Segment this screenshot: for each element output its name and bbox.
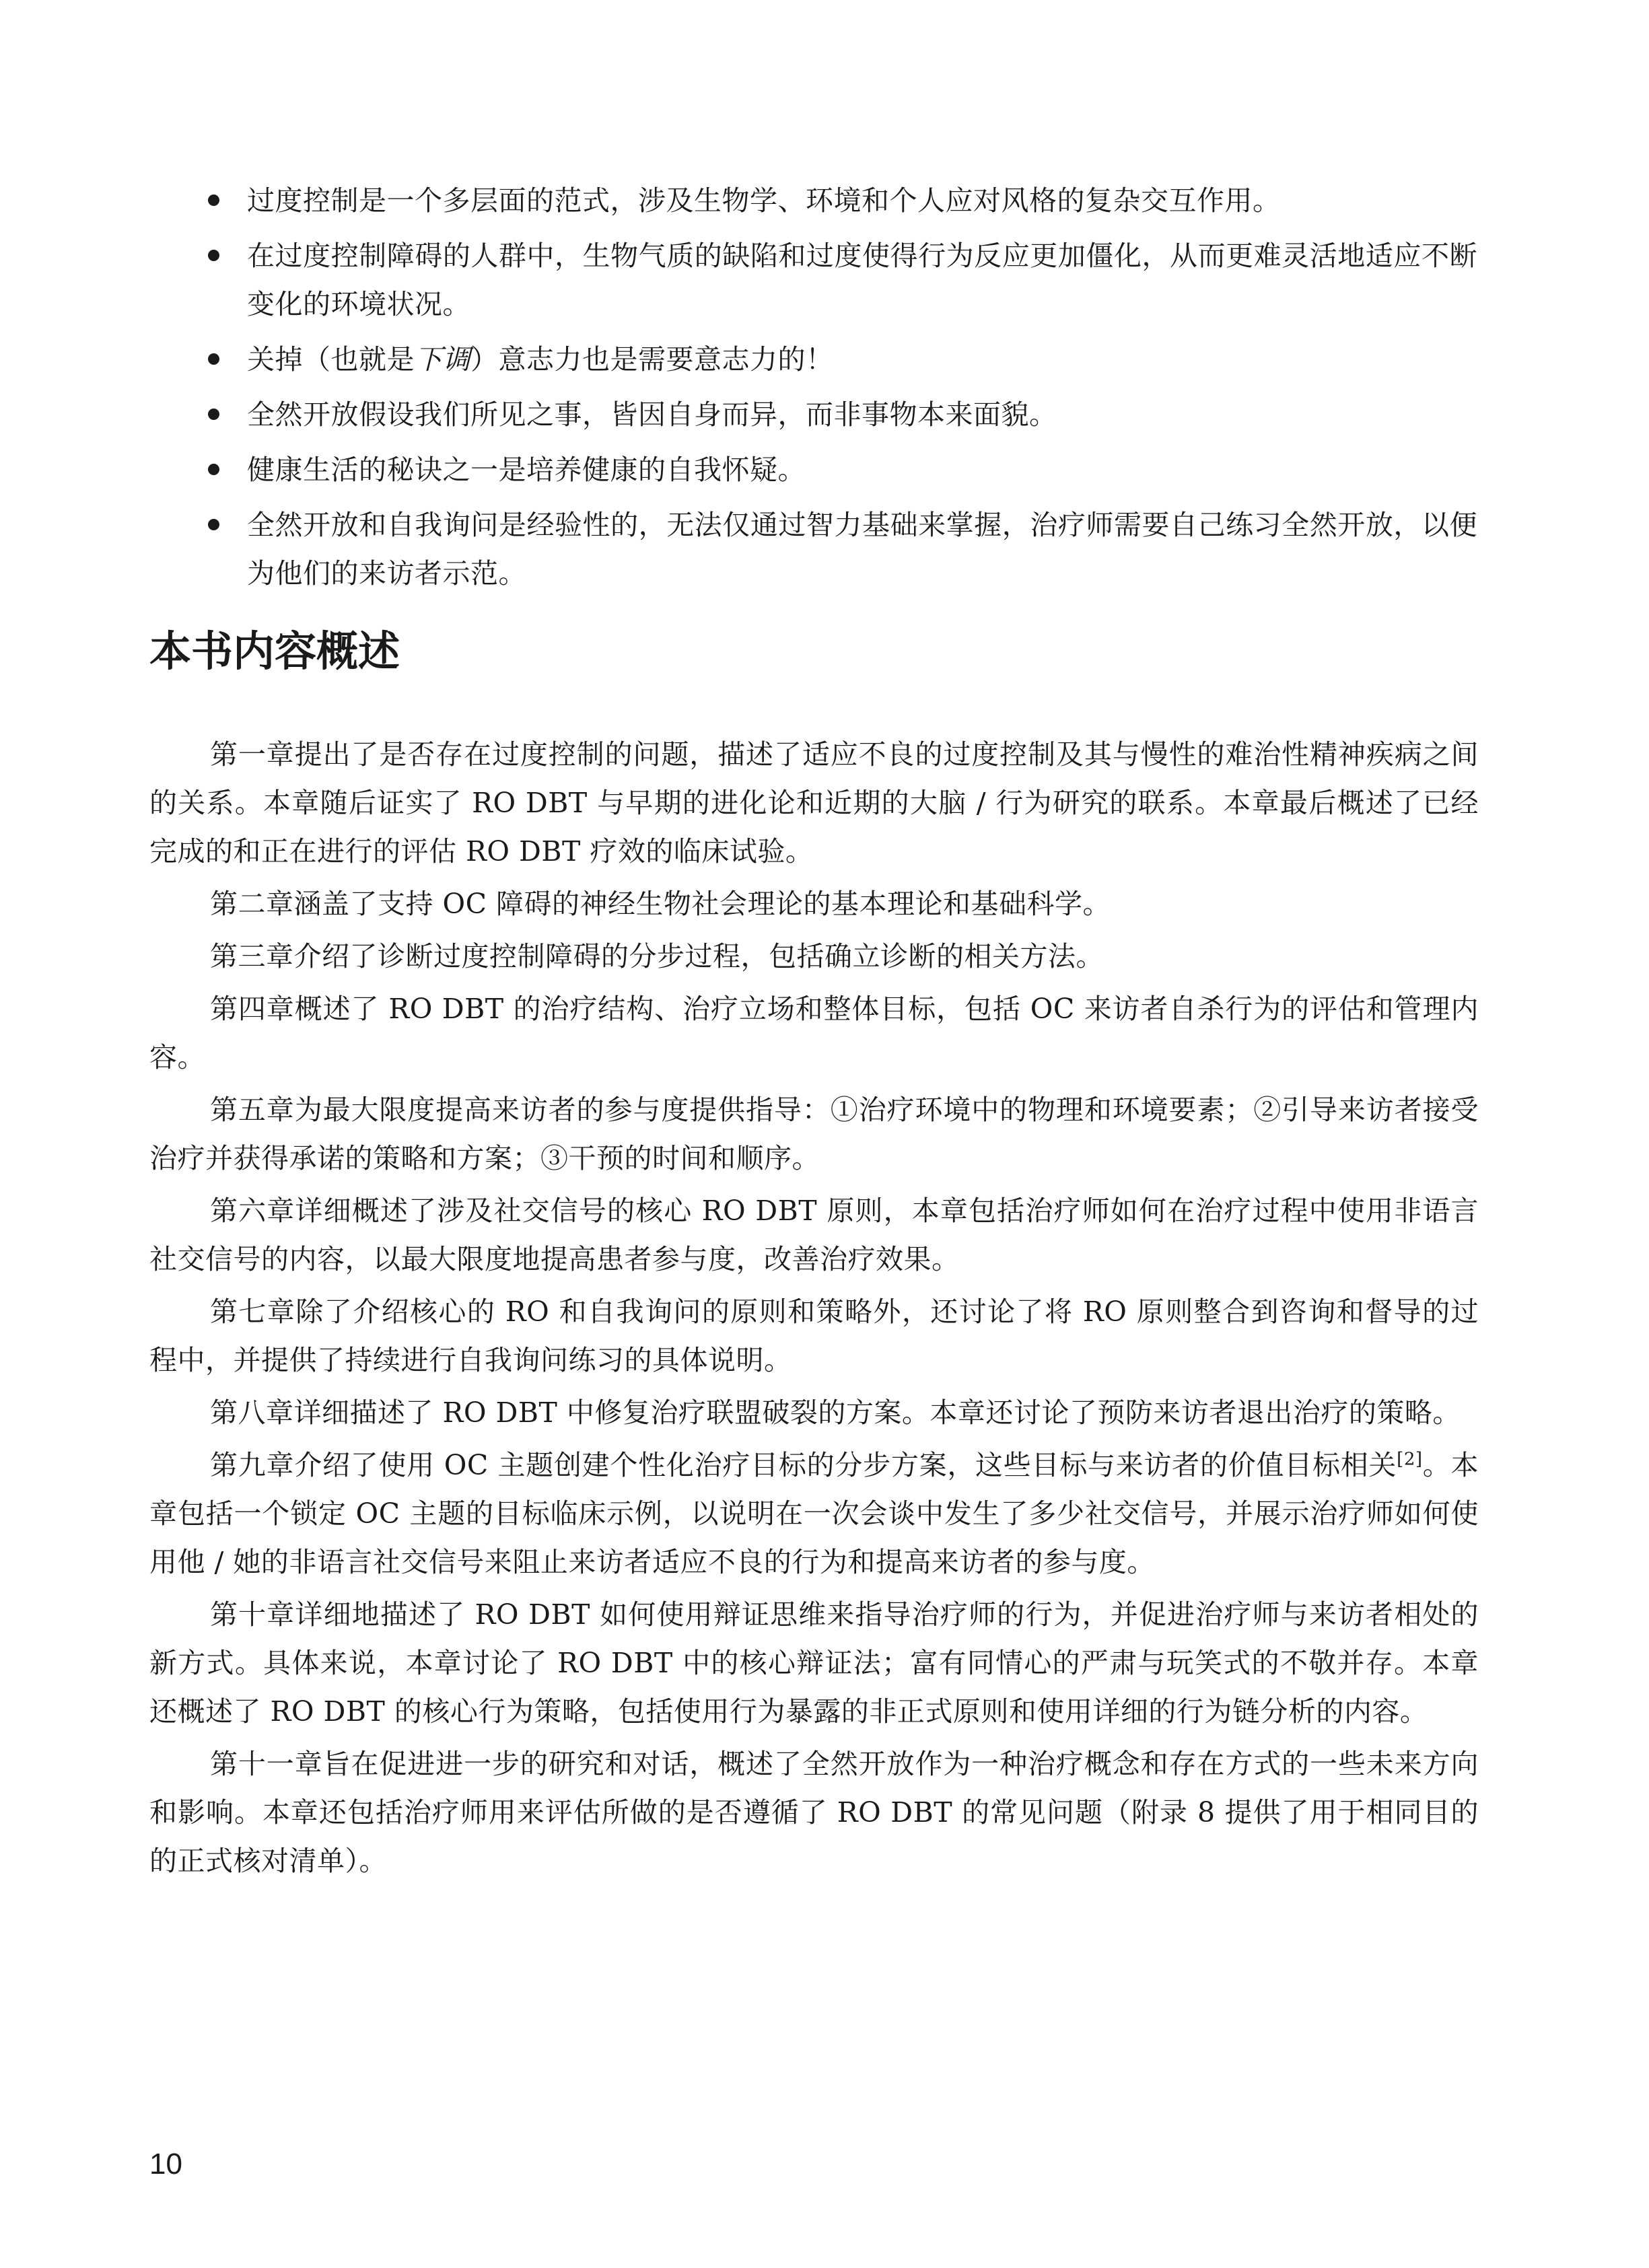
bullet-text: 过度控制是一个多层面的范式，涉及生物学、环境和个人应对风格的复杂交互作用。 [247, 184, 1281, 217]
paragraph-text-before-note: 第九章介绍了使用 OC 主题创建个性化治疗目标的分步方案，这些目标与来访者的价值目标相关 [210, 1449, 1397, 1481]
bullet-item [205, 501, 1477, 598]
bullet-item [205, 446, 1477, 494]
bullet-item [205, 176, 1477, 225]
bullet-text-suffix: ）意志力也是需要意志力的！ [470, 343, 834, 376]
page-number: 10 [149, 2148, 182, 2181]
paragraph [149, 1441, 1479, 1586]
paragraph-text-after-note: 。本章包括一个锁定 OC 主题的目标临床示例，以说明在一次会谈中发生了多少社交信号，并展示治疗师如何使用他 / 她的非语言社交信号来阻止来访者适应不良的行为和提高来访者的参与度。 [149, 1449, 1479, 1578]
paragraph: 第五章为最大限度提高来访者的参与度提供指导：①治疗环境中的物理和环境要素；②引导来访者接受治疗并获得承诺的策略和方案；③干预的时间和顺序。 [149, 1094, 1479, 1174]
paragraph: 第七章除了介绍核心的 RO 和自我询问的原则和策略外，还讨论了将 RO 原则整合到咨询和督导的过程中，并提供了持续进行自我询问练习的具体说明。 [149, 1296, 1479, 1376]
paragraph: 第二章涵盖了支持 OC 障碍的神经生物社会理论的基本理论和基础科学。 [210, 888, 1111, 920]
bullet-dot-icon [208, 250, 219, 261]
bullet-item [205, 232, 1477, 328]
section-heading: 本书内容概述 [149, 627, 400, 676]
bullet-text-prefix: 关掉（也就是 [247, 343, 415, 376]
bullet-dot-icon [208, 464, 219, 475]
paragraph: 第十章详细地描述了 RO DBT 如何使用辩证思维来指导治疗师的行为，并促进治疗师与来访者相处的新方式。具体来说，本章讨论了 RO DBT 中的核心辩证法；富有同情心的严肃与玩笑式的不敬并存。本章还概述了 RO DBT 的核心行为策略，包括使用行为暴露的非正式原则和使用详细的行为链分析的内容。 [149, 1598, 1479, 1728]
paragraph: 第四章概述了 RO DBT 的治疗结构、治疗立场和整体目标，包括 OC 来访者自杀行为的评估和管理内容。 [149, 993, 1479, 1073]
bullet-dot-icon [208, 194, 219, 206]
bullet-text: 全然开放和自我询问是经验性的，无法仅通过智力基础来掌握，治疗师需要自己练习全然开放，以便为他们的来访者示范。 [247, 509, 1477, 590]
bullet-item [205, 390, 1477, 439]
paragraph: 第八章详细描述了 RO DBT 中修复治疗联盟破裂的方案。本章还讨论了预防来访者退出治疗的策略。 [210, 1396, 1461, 1429]
key-points-list [205, 176, 1477, 598]
paragraph: 第三章介绍了诊断过度控制障碍的分步过程，包括确立诊断的相关方法。 [210, 940, 1104, 972]
bullet-dot-icon [208, 519, 219, 530]
bullet-item [205, 335, 1477, 384]
bullet-text: 健康生活的秘诀之一是培养健康的自我怀疑。 [247, 454, 806, 486]
bullet-text: 在过度控制障碍的人群中，生物气质的缺陷和过度使得行为反应更加僵化，从而更难灵活地适应不断变化的环境状况。 [247, 240, 1477, 320]
footnote-reference[interactable]: [2] [1397, 1449, 1423, 1470]
paragraph: 第十一章旨在促进进一步的研究和对话，概述了全然开放作为一种治疗概念和存在方式的一些未来方向和影响。本章还包括治疗师用来评估所做的是否遵循了 RO DBT 的常见问题（附录 8 提供了用于相同目的的正式核对清单）。 [149, 1748, 1479, 1877]
paragraph: 第一章提出了是否存在过度控制的问题，描述了适应不良的过度控制及其与慢性的难治性精神疾病之间的关系。本章随后证实了 RO DBT 与早期的进化论和近期的大脑 / 行为研究的联系。本章最后概述了已经完成的和正在进行的评估 RO DBT 疗效的临床试验。 [149, 738, 1479, 867]
bullet-text-emphasis: 下调 [415, 343, 470, 376]
chapter-overview-body [149, 730, 1479, 1889]
bullet-text: 全然开放假设我们所见之事，皆因自身而异，而非事物本来面貌。 [247, 398, 1057, 431]
bullet-dot-icon [208, 353, 219, 365]
paragraph: 第六章详细概述了涉及社交信号的核心 RO DBT 原则，本章包括治疗师如何在治疗过程中使用非语言社交信号的内容，以最大限度地提高患者参与度，改善治疗效果。 [149, 1195, 1479, 1275]
bullet-dot-icon [208, 409, 219, 420]
